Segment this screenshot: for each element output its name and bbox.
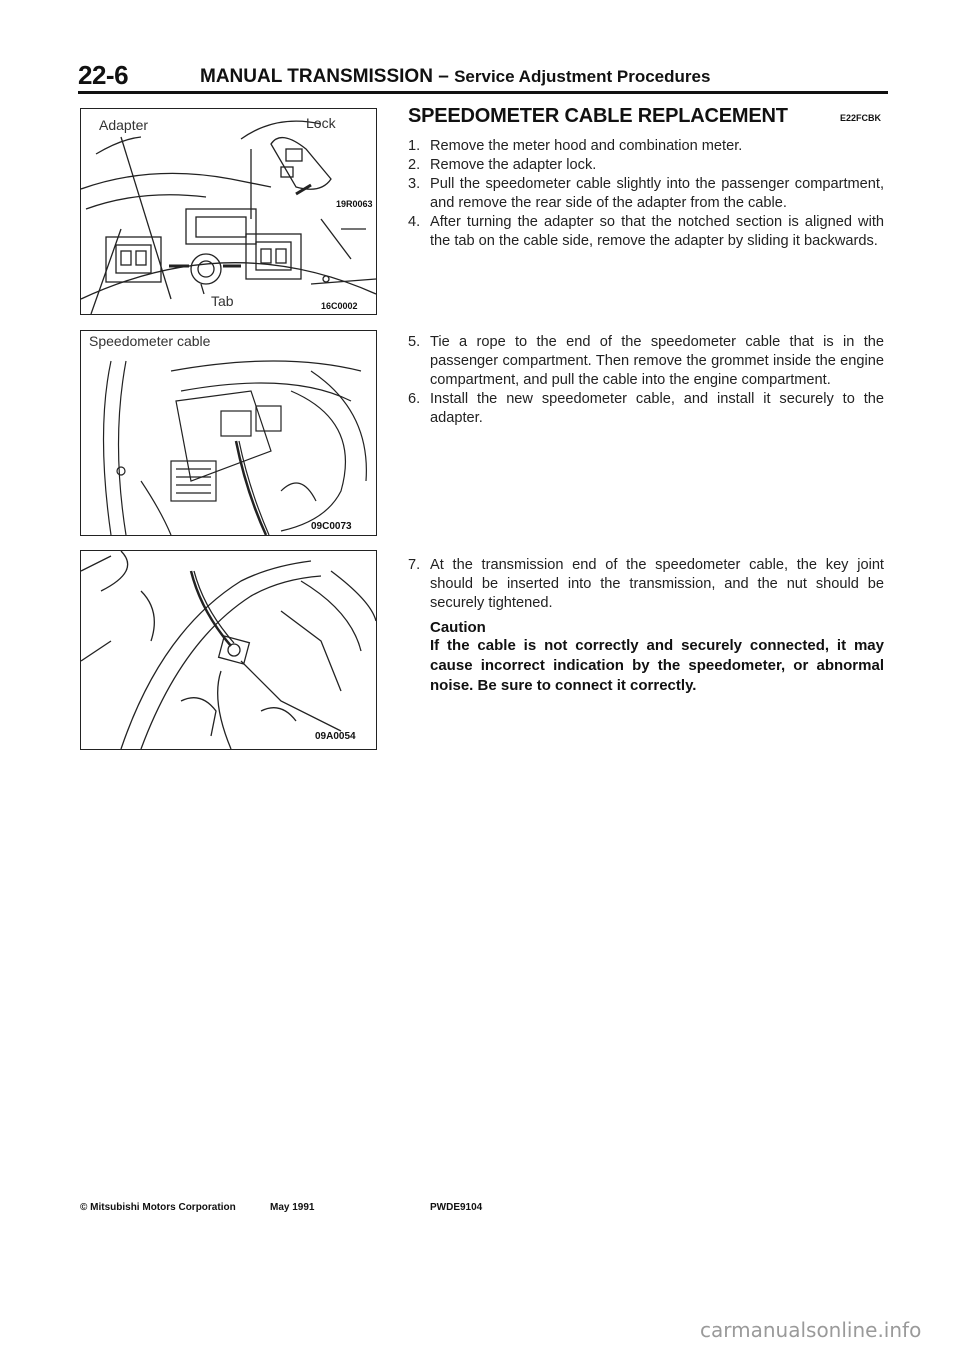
footer-doc-code: PWDE9104 (430, 1202, 483, 1213)
steps-group-1 (408, 137, 884, 251)
step (408, 175, 884, 213)
figure-code: 09C0073 (311, 521, 352, 532)
step (408, 390, 884, 428)
figure-transmission-end (80, 550, 377, 750)
footer-date: May 1991 (270, 1202, 315, 1213)
step-text: After turning the adapter so that the notched section is aligned with the tab on the cable side, remove the adapter by sliding it backwards. (430, 214, 884, 249)
section-name: MANUAL TRANSMISSION (200, 66, 433, 87)
step (408, 333, 884, 390)
step-text: Tie a rope to the end of the speedometer cable that is in the passenger compartment. Then remove the grommet inside the engine compartment, and pull the cable into the engine compartment. (430, 334, 884, 388)
title-dash: – (438, 66, 449, 87)
caution-title: Caution (430, 619, 486, 636)
figure-code: 09A0054 (315, 731, 356, 742)
step-number: 6. (408, 391, 421, 407)
step (408, 156, 884, 175)
step (408, 137, 884, 156)
label-tab: Tab (211, 293, 234, 309)
footer-copyright: © Mitsubishi Motors Corporation (80, 1202, 236, 1213)
step-number: 5. (408, 334, 421, 350)
step-text: Remove the adapter lock. (430, 157, 597, 173)
step-number: 2. (408, 157, 421, 173)
step-text: Install the new speedometer cable, and install it securely to the adapter. (430, 391, 884, 426)
step-number: 3. (408, 176, 421, 192)
step (408, 556, 884, 613)
figure-speedometer-cable (80, 330, 377, 536)
page-number: 22-6 (78, 60, 129, 90)
procedure-code: E22FCBK (840, 113, 882, 123)
subsection-name: Service Adjustment Procedures (454, 67, 711, 86)
step-text: Pull the speedometer cable slightly into the passenger compartment, and remove the rear side of the adapter from the cable. (430, 176, 884, 211)
label-adapter: Adapter (99, 117, 149, 133)
step-text: At the transmission end of the speedometer cable, the key joint should be inserted into the transmission, and the nut should be securely tightened. (430, 557, 884, 611)
figure-code: 16C0002 (321, 301, 358, 311)
header-rule (78, 91, 888, 94)
steps-group-3 (408, 556, 884, 696)
label-lock: Lock (306, 115, 336, 131)
steps-group-2 (408, 333, 884, 428)
step (408, 213, 884, 251)
dashboard-illustration (81, 331, 376, 535)
transmission-illustration (81, 551, 376, 749)
section-title (200, 66, 710, 88)
procedure-title: SPEEDOMETER CABLE REPLACEMENT (408, 105, 788, 127)
step-text: Remove the meter hood and combination meter. (430, 138, 743, 154)
caution-text: If the cable is not correctly and securely connected, it may cause incorrect indication by the speedometer, or abnormal noise. Be sure to connect it correctly. (430, 637, 884, 694)
watermark: carmanualsonline.info (700, 1318, 922, 1342)
adapter-illustration (81, 109, 376, 314)
step-number: 4. (408, 214, 421, 230)
figure-adapter (80, 108, 377, 315)
figure-code-inset: 19R0063 (336, 199, 373, 209)
step-number: 1. (408, 138, 421, 154)
label-speedometer-cable: Speedometer cable (89, 333, 211, 349)
step-number: 7. (408, 557, 421, 573)
